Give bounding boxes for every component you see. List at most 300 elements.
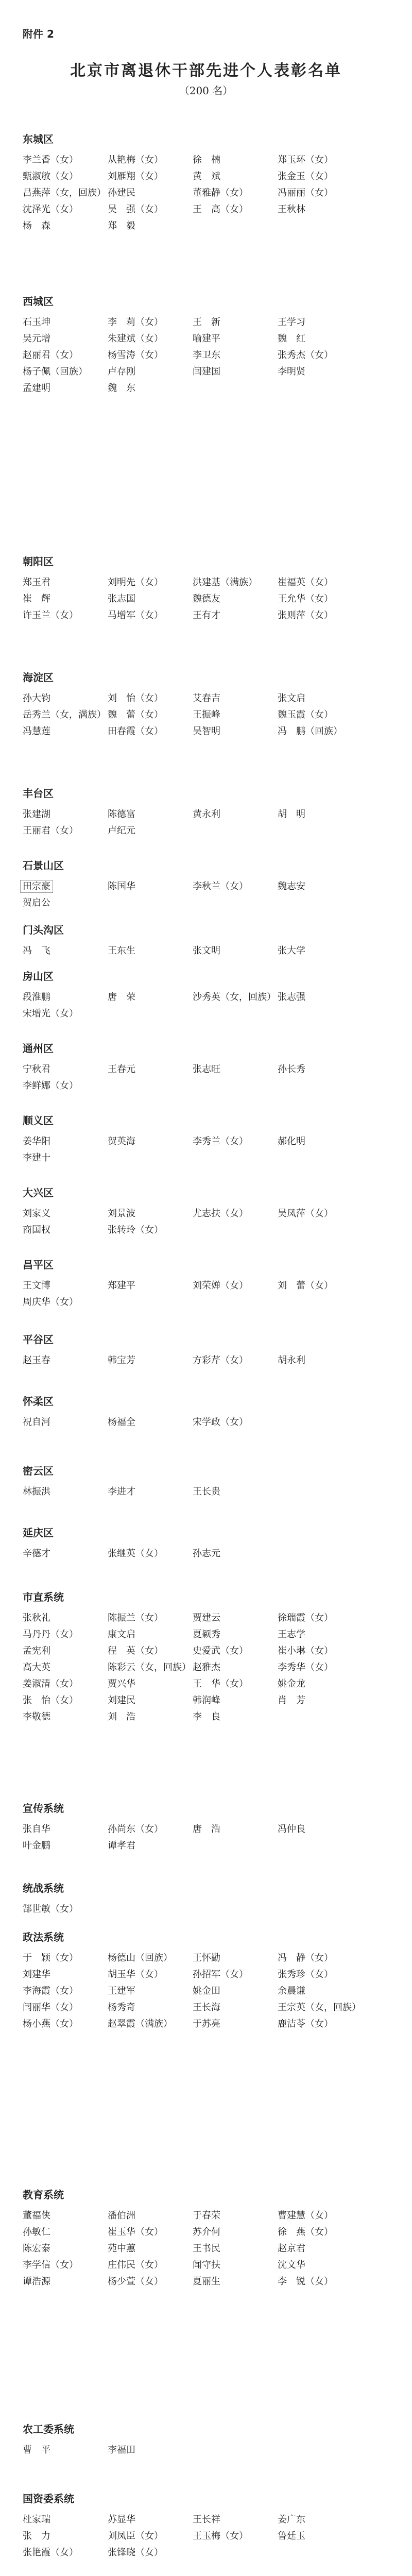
section-title: 政法系统 [23,1931,64,1943]
person-name [23,2274,108,2290]
person-name-text: 闫建国 [193,366,220,377]
person-name-text: 张志国 [108,594,135,604]
document-count: （200 名） [179,84,233,97]
person-name [23,185,108,201]
person-name-text: 张文明 [193,945,220,956]
person-name [23,2257,108,2274]
person-name-text: 甄淑敏（女） [23,171,78,182]
person-name-text: 卢存刚 [108,366,135,377]
section [23,1525,393,1562]
person-name-text: 胡永利 [278,1355,305,1366]
section [23,922,393,959]
person-name [278,1133,363,1150]
person-name [23,1692,108,1709]
person-name [278,607,363,624]
person-name-text: 王有才 [193,610,220,621]
person-name [193,2224,278,2241]
person-name [23,1061,108,1078]
name-grid [23,943,393,959]
person-name [23,1294,108,1311]
name-grid [23,574,393,624]
person-name-text: 张志旺 [193,1064,220,1075]
person-name-text: 贾建云 [193,1613,220,1623]
person-name-text: 李卫东 [193,350,220,361]
person-name-text: 王学习 [278,317,305,328]
section-title: 昌平区 [23,1259,54,1271]
person-name [23,2545,108,2561]
person-name-text: 岳秀兰（女，满族） [23,709,106,720]
person-name [193,364,278,380]
person-name [108,723,193,740]
person-name [108,2442,193,2459]
person-name-text: 王长海 [193,2002,220,2013]
person-name-text: 黄永利 [193,809,220,820]
person-name-text: 苑中蕙 [108,2243,135,2254]
person-name-text: 刘 浩 [108,1711,135,1722]
section [23,294,393,397]
person-name [193,2241,278,2257]
person-name-text: 张文启 [278,693,305,704]
person-name [23,806,108,823]
name-grid [23,878,393,911]
person-name-text: 夏丽生 [193,2276,220,2287]
person-name [108,218,193,234]
person-name-text: 张秀珍（女） [278,1969,333,1980]
person-name-text: 赵玉春 [23,1355,50,1366]
person-name [108,1133,193,1150]
person-name-text: 叶金鹏 [23,1840,50,1851]
person-name-text: 刘景波 [108,1208,135,1219]
person-name-text: 王秋林 [278,204,305,215]
section [23,2187,393,2290]
person-name [278,2224,363,2241]
section-title: 农工委系统 [23,2423,74,2435]
person-name [23,943,108,959]
person-name [23,823,108,839]
person-name-text: 吴 强（女） [108,204,163,215]
person-name [278,591,363,607]
person-name-text: 杜家瑞 [23,2514,50,2525]
person-name [278,1061,363,1078]
person-name [23,707,108,723]
person-name-text: 杨 森 [23,221,50,231]
person-name [23,1983,108,1999]
section-title: 房山区 [23,970,54,982]
person-name [278,2241,363,2257]
person-name-text: 王文博 [23,1280,50,1291]
person-name [108,2545,193,2561]
person-name [108,2528,193,2545]
section [23,670,393,740]
person-name-text: 于 颖（女） [23,1953,78,1963]
person-name-text: 唐 浩 [193,1824,220,1835]
person-name-text: 冯仲良 [278,1824,305,1835]
person-name-text: 尤志扶（女） [193,1208,248,1219]
document-title: 北京市离退休干部先进个人表彰名单 [70,62,342,80]
person-name-text: 刘 蕾（女） [278,1280,333,1291]
person-name-text: 林振洪 [23,1486,50,1497]
section-title: 怀柔区 [23,1395,54,1408]
person-name-text: 贺英海 [108,1136,135,1147]
person-name-text: 赵翠霞（满族） [108,2019,173,2029]
person-name [108,943,193,959]
person-name [108,2016,193,2032]
person-name-text: 魏志安 [278,881,305,892]
name-grid [23,1821,393,1854]
section [23,1332,393,1369]
person-name [23,218,108,234]
person-name-text: 魏玉霞（女） [278,709,333,720]
person-name-text: 吴元增 [23,333,50,344]
person-name [193,1821,278,1838]
person-name-text: 冯 飞 [23,945,50,956]
person-name-text: 张秀杰（女） [278,350,333,361]
person-name-text: 杨雪涛（女） [108,350,163,361]
person-name [23,2016,108,2032]
person-name [108,331,193,347]
person-name [108,1676,193,1692]
person-name-text: 段淮鹏 [23,992,50,1003]
person-name [193,1484,278,1500]
person-name [193,989,278,1006]
person-name [278,364,363,380]
person-name-text: 陈国华 [108,881,135,892]
person-name-text: 张 怡（女） [23,1695,78,1706]
person-name [23,2528,108,2545]
person-name-text: 冯丽丽（女） [278,188,333,198]
person-name-text: 肖 芳 [278,1695,305,1706]
section [23,1929,393,2032]
person-name-text: 杨少萱（女） [108,2276,163,2287]
person-name-text: 李 良 [193,1711,220,1722]
section-title: 密云区 [23,1465,54,1477]
person-name [108,1659,193,1676]
person-name-text: 陈彩云（女，回族） [108,1662,191,1673]
person-name-text: 王书民 [193,2243,220,2254]
person-name-text: 于春荣 [193,2210,220,2221]
person-name-text: 魏德友 [193,594,220,604]
person-name-text: 孟宪利 [23,1646,50,1656]
person-name-text: 刘明先（女） [108,577,163,588]
person-name [108,380,193,397]
person-name-text: 韩宝芳 [108,1355,135,1366]
person-name-text: 李兰香（女） [23,155,78,165]
person-name [108,574,193,591]
name-grid [23,1061,393,1094]
name-grid [23,1950,393,2032]
person-name [193,574,278,591]
person-name-text: 张金玉（女） [278,171,333,182]
person-name-text: 张转玲（女） [108,1225,163,1235]
person-name-text: 李福田 [108,2445,135,2455]
person-name-text: 张 力 [23,2531,50,2541]
person-name [193,314,278,331]
person-name-text: 郜世敏（女） [23,1904,78,1914]
person-name [23,364,108,380]
person-name [193,1206,278,1222]
person-name [108,1838,193,1854]
person-name [193,1546,278,1562]
person-name [108,823,193,839]
person-name-text: 姚金龙 [278,1679,305,1689]
person-name-text: 王玉梅（女） [193,2531,248,2541]
person-name [278,1950,363,1967]
person-name-text: 谭孝君 [108,1840,135,1851]
person-name-text: 艾春吉 [193,693,220,704]
person-name-text: 陈振兰（女） [108,1613,163,1623]
person-name [23,1950,108,1967]
person-name [108,1414,193,1431]
person-name-text: 杨德山（回族） [108,1953,173,1963]
person-name-text: 高大英 [23,1662,50,1673]
person-name-text: 胡玉华（女） [108,1969,163,1980]
person-name-text: 沙秀英（女，回族） [193,992,276,1003]
person-name [23,1352,108,1369]
person-name-text: 贾兴华 [108,1679,135,1689]
person-name-text: 李敬德 [23,1711,50,1722]
person-name-text: 王长贵 [193,1486,220,1497]
section [23,2491,393,2561]
section [23,1880,393,1918]
person-name [193,1999,278,2016]
section-title: 朝阳区 [23,555,54,568]
person-name [23,1546,108,1562]
person-name-text: 王东生 [108,945,135,956]
person-name-text: 郑建平 [108,1280,135,1291]
person-name-text: 魏 蕾（女） [108,709,163,720]
person-name [278,707,363,723]
section [23,1185,393,1239]
person-name-text: 苏介何 [193,2227,220,2238]
name-grid [23,989,393,1022]
person-name [278,2016,363,2032]
person-name-text: 田宗豪 [20,880,53,893]
person-name-text: 郝化明 [278,1136,305,1147]
person-name [108,2257,193,2274]
person-name-text: 刘凤臣（女） [108,2531,163,2541]
person-name-text: 刘建民 [108,1695,135,1706]
person-name [193,1659,278,1676]
person-name [193,201,278,218]
person-name-text: 王丽君（女） [23,825,78,836]
person-name-text: 崔玉华（女） [108,2227,163,2238]
person-name [108,152,193,168]
section [23,2421,393,2459]
person-name [108,690,193,707]
person-name-text: 陈德富 [108,809,135,820]
person-name [193,2274,278,2290]
person-name [108,878,193,895]
person-name [193,607,278,624]
section-title: 西城区 [23,295,54,308]
person-name [23,607,108,624]
section-title: 丰台区 [23,787,54,800]
person-name [23,347,108,364]
person-name-text: 刘雁翔（女） [108,171,163,182]
person-name [23,1838,108,1854]
person-name-text: 徐瑞霞（女） [278,1613,333,1623]
person-name-text: 姜广东 [278,2514,305,2525]
person-name [278,1206,363,1222]
person-name [193,1133,278,1150]
person-name [108,1626,193,1643]
person-name [23,380,108,397]
person-name [193,1643,278,1659]
person-name [108,1222,193,1239]
person-name-text: 赵雅杰 [193,1662,220,1673]
person-name-text: 冯 鹏（回族） [278,726,342,737]
person-name [278,2274,363,2290]
person-name-text: 崔福英（女） [278,577,333,588]
person-name-text: 王 新 [193,317,220,328]
person-name-text: 卢纪元 [108,825,135,836]
person-name [278,1278,363,1294]
person-name [23,1643,108,1659]
section [23,786,393,839]
person-name [193,168,278,185]
person-name-text: 从艳梅（女） [108,155,163,165]
person-name [108,2208,193,2224]
person-name-text: 周庆华（女） [23,1297,78,1308]
person-name-text: 张自华 [23,1824,50,1835]
person-name-text: 魏 红 [278,333,305,344]
person-name [23,1206,108,1222]
person-name-text: 洪建基（满族） [193,577,258,588]
person-name-text: 方彩芹（女） [193,1355,248,1366]
person-name [193,1610,278,1626]
person-name [278,723,363,740]
person-name [108,364,193,380]
name-grid [23,1610,393,1725]
person-name [278,331,363,347]
person-name [278,1352,363,1369]
person-name-text: 鹿洁苓（女） [278,2019,333,2029]
section [23,1589,393,1725]
person-name [108,1999,193,2016]
person-name-text: 孙建民 [108,188,135,198]
person-name [278,2512,363,2528]
person-name [23,331,108,347]
person-name [108,1546,193,1562]
person-name-text: 闻守扶 [193,2260,220,2270]
person-name-text: 冯 静（女） [278,1953,333,1963]
name-grid [23,1414,393,1431]
person-name-text: 徐 燕（女） [278,2227,333,2238]
person-name-text: 吕燕萍（女，回族） [23,188,106,198]
person-name-text: 孟建明 [23,383,50,394]
person-name [23,1006,108,1022]
name-grid [23,1546,393,1562]
name-grid [23,1133,393,1166]
name-grid [23,2512,393,2561]
person-name-text: 辛德才 [23,1548,50,1559]
section-title: 东城区 [23,133,54,145]
section [23,1113,393,1166]
section [23,1394,393,1431]
person-name [278,1967,363,1983]
person-name [108,347,193,364]
person-name-text: 孙长秀 [278,1064,305,1075]
person-name [278,989,363,1006]
person-name [108,314,193,331]
person-name [108,201,193,218]
person-name-text: 刘 怡（女） [108,693,163,704]
person-name-text: 李 锐（女） [278,2276,333,2287]
person-name [193,2528,278,2545]
person-name-text: 马丹丹（女） [23,1629,78,1640]
person-name [23,1222,108,1239]
person-name-text: 张继英（女） [108,1548,163,1559]
person-name [23,314,108,331]
person-name [108,1484,193,1500]
person-name [23,690,108,707]
name-grid [23,314,393,397]
person-name [108,1983,193,1999]
person-name [23,1967,108,1983]
person-name-text: 贺启公 [23,897,50,908]
person-name-text: 张大学 [278,945,305,956]
person-name [23,1709,108,1725]
person-name [23,723,108,740]
section-title: 石景山区 [23,859,64,872]
person-name [193,806,278,823]
name-grid [23,1901,393,1918]
person-name-text: 李秋兰（女） [193,881,248,892]
person-name [108,2241,193,2257]
person-name [193,2257,278,2274]
person-name-text: 沈文华 [278,2260,305,2270]
person-name [193,1278,278,1294]
person-name-text: 杨秀奇 [108,2002,135,2013]
person-name-text: 张秋礼 [23,1613,50,1623]
person-name-text: 徐 楠 [193,155,220,165]
person-name [193,1352,278,1369]
person-name [108,185,193,201]
person-name-text: 张则萍（女） [278,610,333,621]
person-name [23,2224,108,2241]
person-name [23,878,108,895]
person-name-text: 张艳霞（女） [23,2547,78,2558]
section-title: 大兴区 [23,1187,54,1199]
person-name [278,1659,363,1676]
person-name-text: 李明贤 [278,366,305,377]
section-title: 国资委系统 [23,2493,74,2505]
person-name [108,1352,193,1369]
person-name [278,2208,363,2224]
person-name-text: 闫丽华（女） [23,2002,78,2013]
section [23,1257,393,1311]
person-name [108,2224,193,2241]
name-grid [23,806,393,839]
person-name [23,1999,108,2016]
person-name-text: 杨福全 [108,1417,135,1428]
person-name [193,2512,278,2528]
person-name [23,989,108,1006]
person-name [278,690,363,707]
person-name [108,2512,193,2528]
person-name [193,347,278,364]
person-name [23,1676,108,1692]
person-name-text: 赵京君 [278,2243,305,2254]
person-name [278,201,363,218]
person-name-text: 马增军（女） [108,610,163,621]
person-name-text: 胡 明 [278,809,305,820]
person-name-text: 崔 辉 [23,594,50,604]
person-name-text: 李秀兰（女） [193,1136,248,1147]
person-name [278,1983,363,1999]
person-name [278,152,363,168]
person-name [108,707,193,723]
